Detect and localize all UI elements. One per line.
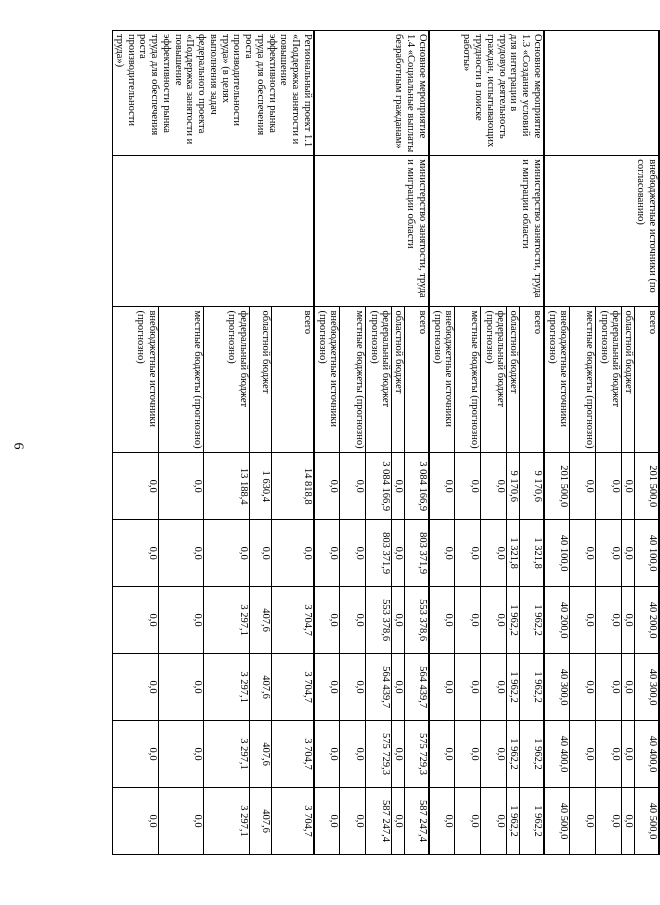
year-value-cell: 40 200,0 [544, 587, 570, 654]
year-value-cell: 3 297,1 [204, 654, 250, 721]
year-value-cell: 3 704,7 [272, 721, 314, 788]
year-value-cell: 553 378,6 [366, 587, 392, 654]
year-value-cell: 0,0 [622, 654, 635, 721]
year-value-cell: 0,0 [596, 654, 622, 721]
year-value-cell: 1 962,2 [507, 788, 520, 855]
table-row [272, 31, 314, 855]
measure-name-cell: Основное мероприятие 1.4 «Социальные выплаты безработным гражданам» [314, 31, 429, 156]
year-value-cell: 3 704,7 [272, 788, 314, 855]
year-value-cell: 40 100,0 [544, 520, 570, 587]
total-value-cell: 0,0 [158, 453, 204, 520]
funding-source-cell: федеральный бюджет (прогнозно) [366, 307, 392, 453]
year-value-cell: 0,0 [596, 721, 622, 788]
year-value-cell: 0,0 [392, 654, 405, 721]
total-value-cell: 3 084 166,9 [405, 453, 429, 520]
year-value-cell: 1 962,2 [520, 721, 544, 788]
year-value-cell: 3 704,7 [272, 654, 314, 721]
executor-cell [113, 156, 314, 307]
year-value-cell: 0,0 [314, 788, 340, 855]
year-value-cell: 407,6 [249, 654, 272, 721]
total-value-cell: 0,0 [429, 453, 455, 520]
year-value-cell: 564 439,7 [405, 654, 429, 721]
total-value-cell: 0,0 [314, 453, 340, 520]
funding-source-cell: всего [405, 307, 429, 453]
year-value-cell: 0,0 [455, 654, 481, 721]
measure-name-cell: Основное мероприятие 1.3 «Создание условий для интеграции в трудовую деятельность граждан, испытывающих трудности в поиске работы» [429, 31, 544, 156]
year-value-cell: 587 247,4 [405, 788, 429, 855]
year-value-cell: 0,0 [481, 520, 507, 587]
executor-cell: внебюджетные источники (по согласованию) [544, 156, 659, 307]
year-value-cell: 0,0 [429, 654, 455, 721]
table-row [405, 31, 429, 855]
year-value-cell: 0,0 [622, 520, 635, 587]
year-value-cell: 0,0 [570, 721, 596, 788]
funding-source-cell: внебюджетные источники (прогнозно) [544, 307, 570, 453]
year-value-cell: 0,0 [113, 587, 159, 654]
year-value-cell: 0,0 [622, 721, 635, 788]
year-value-cell: 1 321,8 [507, 520, 520, 587]
page-number: 6 [10, 442, 26, 450]
year-value-cell: 0,0 [392, 721, 405, 788]
year-value-cell: 0,0 [481, 721, 507, 788]
year-value-cell: 0,0 [455, 520, 481, 587]
measure-name-cell [544, 31, 659, 156]
year-value-cell: 0,0 [392, 520, 405, 587]
year-value-cell: 407,6 [249, 721, 272, 788]
year-value-cell: 0,0 [314, 520, 340, 587]
year-value-cell: 40 200,0 [635, 587, 659, 654]
year-value-cell: 40 100,0 [635, 520, 659, 587]
year-value-cell: 0,0 [113, 788, 159, 855]
total-value-cell: 0,0 [596, 453, 622, 520]
funding-source-cell: федеральный бюджет (прогнозно) [204, 307, 250, 453]
year-value-cell: 0,0 [340, 520, 366, 587]
funding-source-cell: областной бюджет [507, 307, 520, 453]
year-value-cell: 40 300,0 [635, 654, 659, 721]
year-value-cell: 0,0 [481, 587, 507, 654]
year-value-cell: 1 962,2 [507, 721, 520, 788]
year-value-cell: 0,0 [314, 721, 340, 788]
year-value-cell: 40 500,0 [635, 788, 659, 855]
total-value-cell: 9 170,6 [520, 453, 544, 520]
year-value-cell: 407,6 [249, 587, 272, 654]
year-value-cell: 0,0 [158, 788, 204, 855]
executor-cell: министерство занятости, труда и миграции области [429, 156, 544, 307]
year-value-cell: 40 500,0 [544, 788, 570, 855]
year-value-cell: 1 321,8 [520, 520, 544, 587]
total-value-cell: 1 630,4 [249, 453, 272, 520]
funding-source-cell: областной бюджет [622, 307, 635, 453]
year-value-cell: 1 962,2 [520, 587, 544, 654]
year-value-cell: 1 962,2 [520, 788, 544, 855]
funding-source-cell: местные бюджеты (прогнозно) [340, 307, 366, 453]
year-value-cell: 3 297,1 [204, 587, 250, 654]
year-value-cell: 587 247,4 [366, 788, 392, 855]
year-value-cell: 40 300,0 [544, 654, 570, 721]
total-value-cell: 0,0 [481, 453, 507, 520]
year-value-cell: 0,0 [570, 788, 596, 855]
year-value-cell: 3 704,7 [272, 587, 314, 654]
funding-source-cell: местные бюджеты (прогнозно) [570, 307, 596, 453]
funding-source-cell: внебюджетные источники (прогнозно) [429, 307, 455, 453]
funding-source-cell: федеральный бюджет (прогнозно) [596, 307, 622, 453]
year-value-cell: 1 962,2 [507, 587, 520, 654]
rotated-table-wrapper [80, 30, 660, 855]
year-value-cell: 407,6 [249, 788, 272, 855]
year-value-cell: 0,0 [429, 520, 455, 587]
total-value-cell: 0,0 [113, 453, 159, 520]
year-value-cell: 3 297,1 [204, 788, 250, 855]
year-value-cell: 0,0 [455, 587, 481, 654]
table-row [635, 31, 659, 855]
year-value-cell: 0,0 [429, 587, 455, 654]
year-value-cell: 0,0 [596, 587, 622, 654]
year-value-cell: 0,0 [622, 587, 635, 654]
year-value-cell: 564 439,7 [366, 654, 392, 721]
year-value-cell: 0,0 [596, 788, 622, 855]
year-value-cell: 0,0 [249, 520, 272, 587]
year-value-cell: 0,0 [158, 587, 204, 654]
year-value-cell: 553 378,6 [405, 587, 429, 654]
year-value-cell: 803 371,9 [405, 520, 429, 587]
executor-cell: министерство занятости, труда и миграции области [314, 156, 429, 307]
year-value-cell: 0,0 [340, 721, 366, 788]
year-value-cell: 0,0 [429, 721, 455, 788]
table-row [520, 31, 544, 855]
year-value-cell: 0,0 [570, 587, 596, 654]
year-value-cell: 0,0 [622, 788, 635, 855]
funding-source-cell: всего [520, 307, 544, 453]
year-value-cell: 0,0 [392, 788, 405, 855]
year-value-cell: 0,0 [113, 654, 159, 721]
year-value-cell: 0,0 [570, 654, 596, 721]
year-value-cell: 0,0 [204, 520, 250, 587]
year-value-cell: 1 962,2 [507, 654, 520, 721]
funding-source-cell: федеральный бюджет (прогнозно) [481, 307, 507, 453]
year-value-cell: 0,0 [340, 654, 366, 721]
funding-source-cell: областной бюджет [392, 307, 405, 453]
year-value-cell: 40 400,0 [635, 721, 659, 788]
funding-source-cell: всего [272, 307, 314, 453]
funding-table [112, 30, 660, 855]
total-value-cell: 201 500,0 [544, 453, 570, 520]
total-value-cell: 201 500,0 [635, 453, 659, 520]
year-value-cell: 0,0 [314, 654, 340, 721]
year-value-cell: 575 729,3 [366, 721, 392, 788]
year-value-cell: 0,0 [340, 788, 366, 855]
total-value-cell: 0,0 [340, 453, 366, 520]
year-value-cell: 0,0 [272, 520, 314, 587]
total-value-cell: 13 188,4 [204, 453, 250, 520]
year-value-cell: 0,0 [455, 788, 481, 855]
year-value-cell: 3 297,1 [204, 721, 250, 788]
year-value-cell: 0,0 [113, 520, 159, 587]
year-value-cell: 575 729,3 [405, 721, 429, 788]
total-value-cell: 0,0 [622, 453, 635, 520]
year-value-cell: 1 962,2 [520, 654, 544, 721]
year-value-cell: 0,0 [429, 788, 455, 855]
total-value-cell: 14 818,8 [272, 453, 314, 520]
year-value-cell: 0,0 [158, 654, 204, 721]
total-value-cell: 9 170,6 [507, 453, 520, 520]
total-value-cell: 3 084 166,9 [366, 453, 392, 520]
year-value-cell: 0,0 [481, 788, 507, 855]
year-value-cell: 40 400,0 [544, 721, 570, 788]
funding-source-cell: местные бюджеты (прогнозно) [158, 307, 204, 453]
year-value-cell: 0,0 [392, 587, 405, 654]
total-value-cell: 0,0 [392, 453, 405, 520]
funding-source-cell: местные бюджеты (прогнозно) [455, 307, 481, 453]
year-value-cell: 0,0 [113, 721, 159, 788]
funding-source-cell: внебюджетные источники (прогнозно) [113, 307, 159, 453]
table-body [113, 31, 659, 855]
year-value-cell: 0,0 [340, 587, 366, 654]
year-value-cell: 0,0 [455, 721, 481, 788]
year-value-cell: 803 371,9 [366, 520, 392, 587]
year-value-cell: 0,0 [158, 721, 204, 788]
table-area [80, 30, 660, 855]
funding-source-cell: внебюджетные источники (прогнозно) [314, 307, 340, 453]
total-value-cell: 0,0 [455, 453, 481, 520]
year-value-cell: 0,0 [481, 654, 507, 721]
year-value-cell: 0,0 [570, 520, 596, 587]
measure-name-cell: Региональный проект 1.1 «Поддержка занятости и повышение эффективности рынка труда для обеспечения роста производительности труда» (в целях выполнения задач федерального проекта «Поддержка занятости и повышение эффективности рынка труда для обеспечения роста производительности труда») [113, 31, 314, 156]
year-value-cell: 0,0 [596, 520, 622, 587]
year-value-cell: 0,0 [158, 520, 204, 587]
funding-source-cell: всего [635, 307, 659, 453]
funding-source-cell: областной бюджет [249, 307, 272, 453]
year-value-cell: 0,0 [314, 587, 340, 654]
total-value-cell: 0,0 [570, 453, 596, 520]
